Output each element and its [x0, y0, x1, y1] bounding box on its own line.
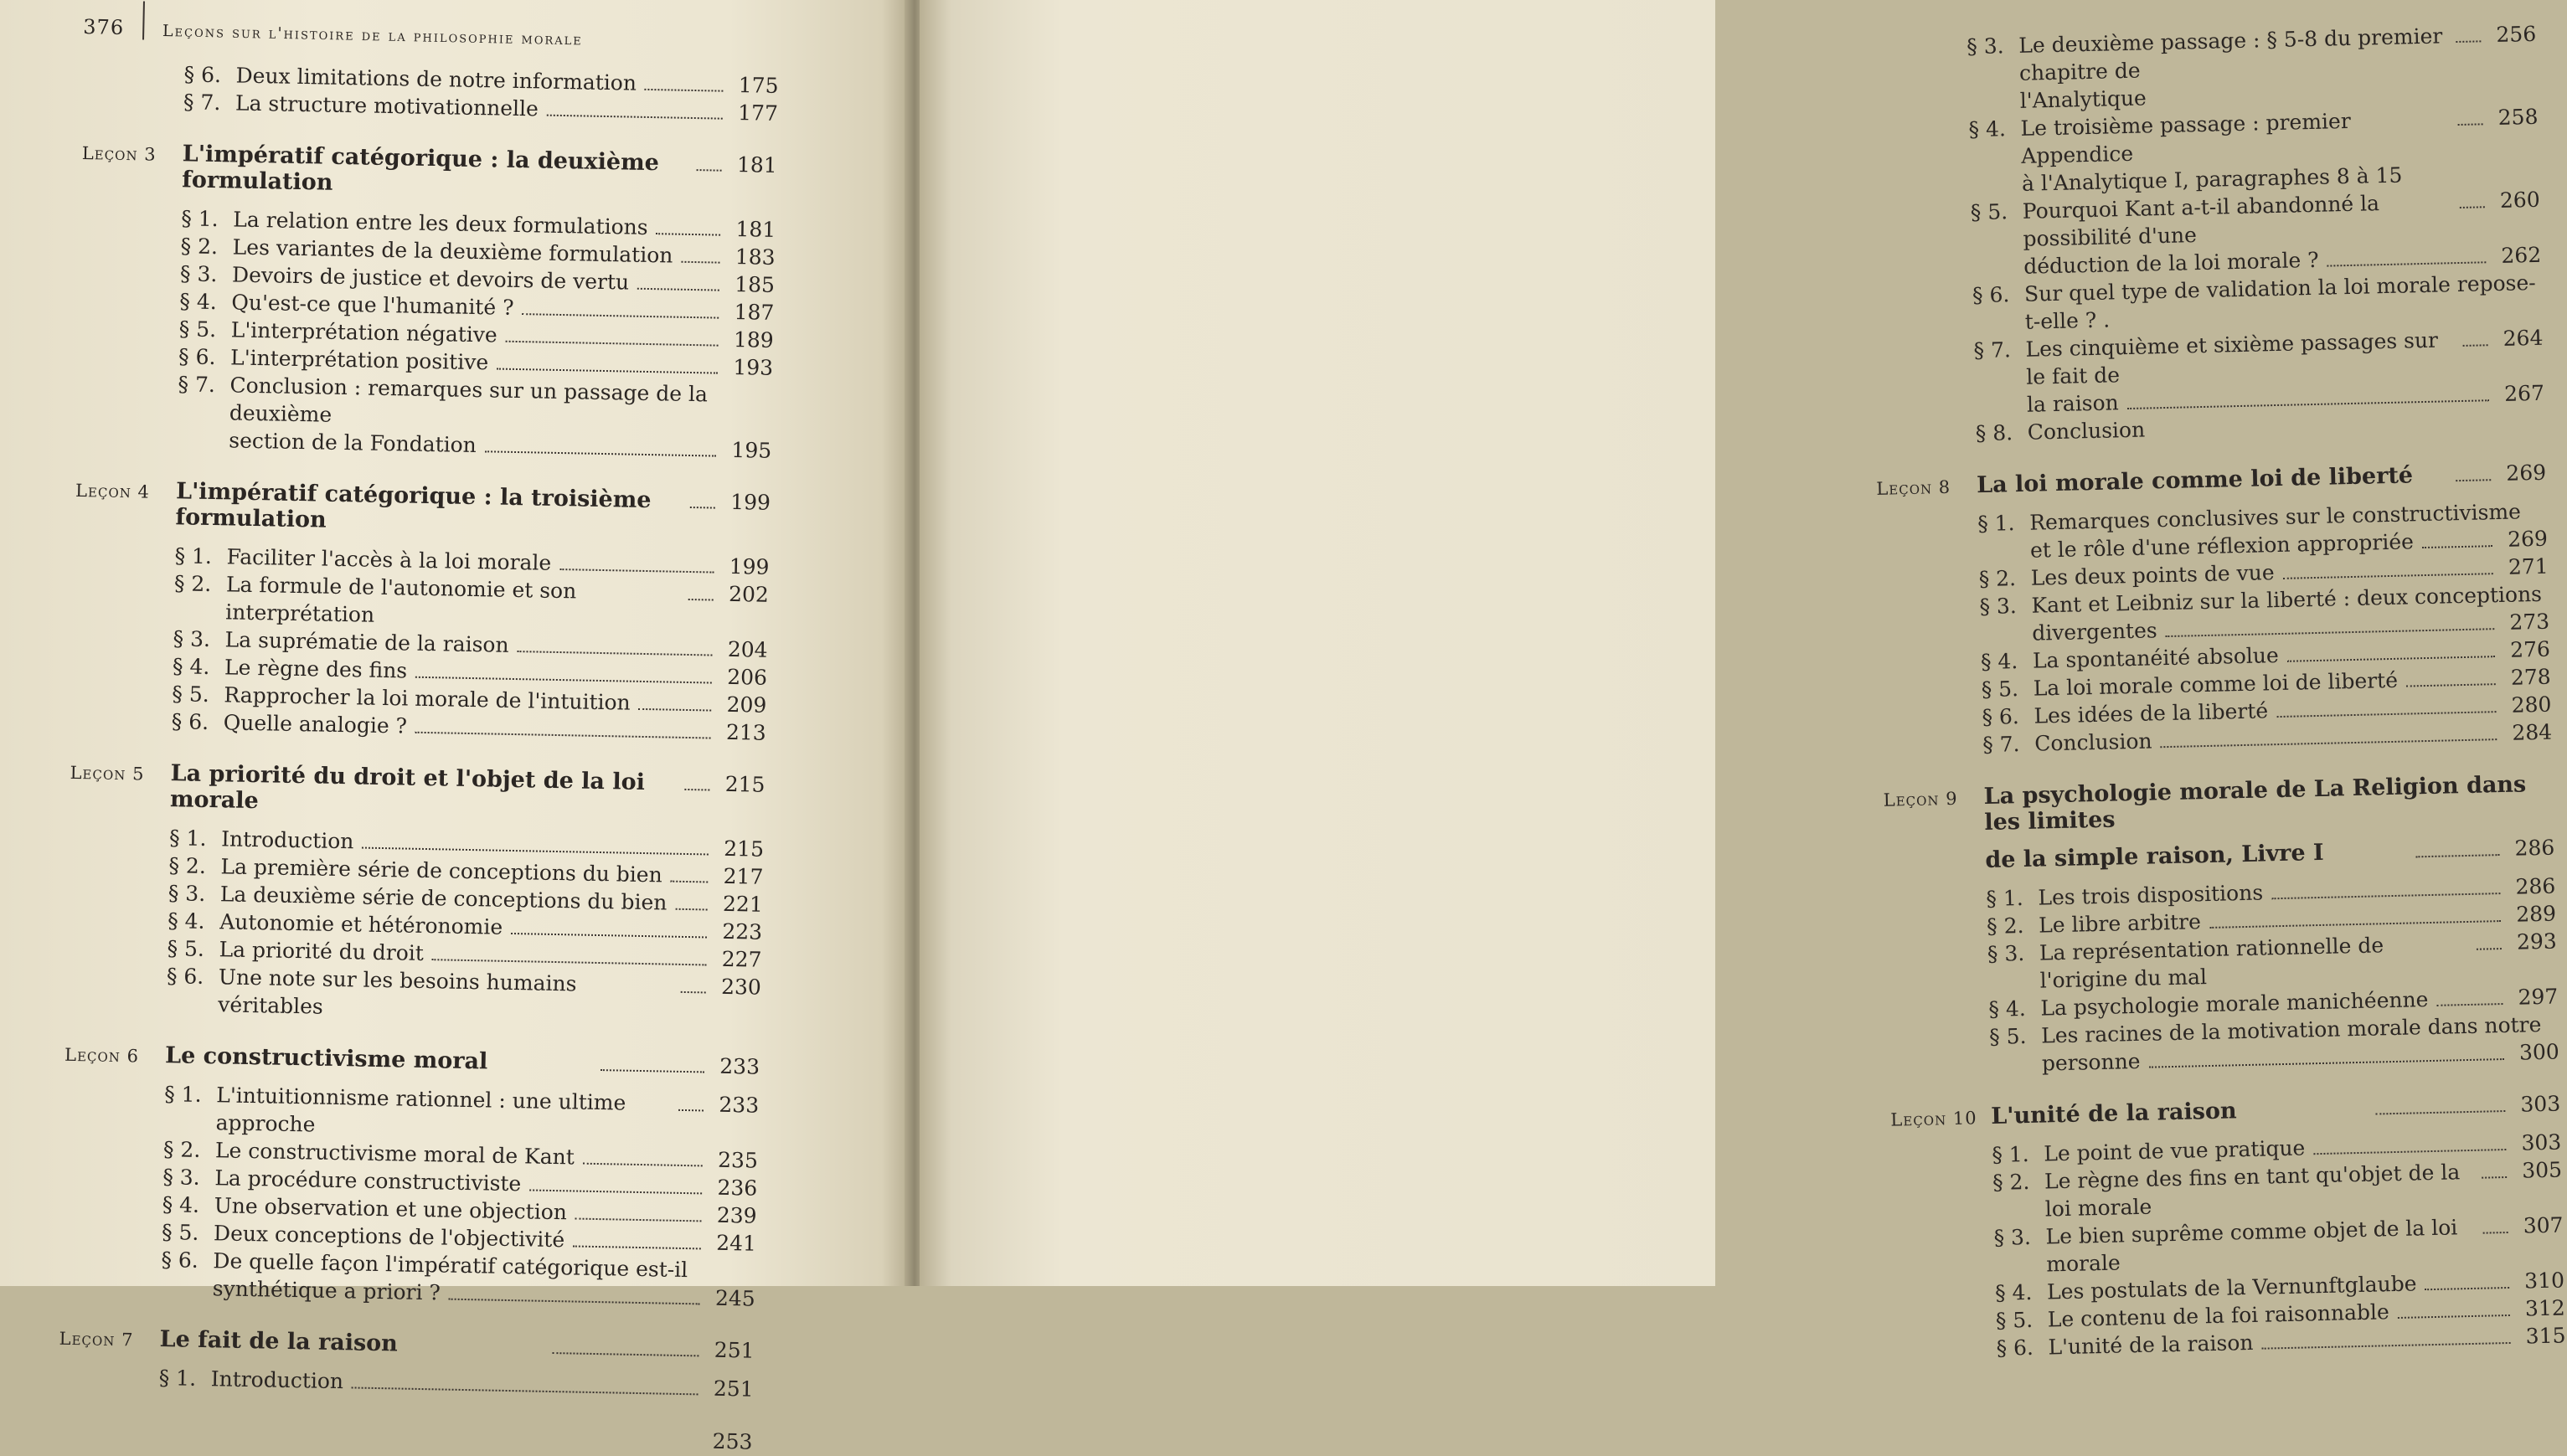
- leader-dots: [2209, 920, 2501, 929]
- entry-title: La représentation rationnelle de l'origine du mal: [2039, 933, 2384, 993]
- section-number: § 5.: [1981, 677, 2019, 702]
- section-number: § 4.: [167, 908, 205, 934]
- leader-dots: [415, 677, 712, 684]
- section-number: § 3.: [1966, 33, 2004, 59]
- entry-title: La psychologie morale manichéenne: [2040, 987, 2429, 1021]
- leader-dots: [678, 1109, 704, 1112]
- section-number: § 6.: [171, 709, 209, 735]
- entry-page: 204: [727, 636, 768, 662]
- entry-page: 264: [2503, 325, 2544, 351]
- entry-title: Les deux points de vue: [2030, 560, 2275, 590]
- entry-page: 307: [2523, 1212, 2564, 1238]
- running-head: [83, 0, 583, 49]
- entry-page: 223: [722, 918, 763, 944]
- entry-page: 202: [728, 581, 770, 607]
- section-number: § 3.: [1993, 1224, 2032, 1250]
- lesson-block: [1883, 771, 2559, 1081]
- entry-title: Sur quel type de validation la loi morale repose-t-elle ? .: [2023, 270, 2537, 334]
- section-number: § 1.: [1977, 511, 2015, 537]
- section-number: § 4.: [1968, 116, 2007, 142]
- leader-dots: [2437, 1003, 2503, 1006]
- leader-dots: [2398, 1315, 2510, 1319]
- lesson-heading: [1890, 1091, 2560, 1132]
- entry-title: Conclusion : remarques sur un passage de la deuxième: [229, 373, 709, 427]
- section-number: § 6.: [161, 1248, 199, 1273]
- leader-dots: [522, 313, 719, 319]
- entry-title: Introduction: [210, 1366, 344, 1394]
- entry-page: 187: [734, 299, 775, 325]
- entry-title: Le troisième passage : premier Appendice: [2020, 108, 2352, 168]
- lesson-page: 215: [724, 771, 765, 797]
- leader-dots: [575, 1218, 702, 1222]
- entry-page: 236: [717, 1175, 758, 1201]
- toc-entry: [58, 1362, 753, 1403]
- section-number: § 3.: [168, 881, 206, 906]
- lesson-page: 233: [719, 1053, 760, 1079]
- lesson-title-cont: de la simple raison, Livre I: [1985, 839, 2324, 874]
- entry-page: 315: [2525, 1323, 2566, 1349]
- entry-page: 276: [2509, 636, 2551, 662]
- entry-title: Le bien suprême comme objet de la loi morale: [2045, 1215, 2458, 1277]
- entry-page: 183: [735, 244, 776, 270]
- section-number: § 7.: [183, 90, 221, 116]
- leader-dots: [2313, 1149, 2506, 1155]
- entry-page: 286: [2515, 873, 2556, 899]
- leader-dots: [681, 991, 706, 994]
- entry-title: La spontanéité absolue: [2032, 643, 2280, 673]
- entry-title: La loi morale comme loi de liberté: [2033, 667, 2399, 701]
- leader-dots: [529, 1189, 702, 1194]
- leader-dots: [559, 569, 714, 574]
- leader-dots: [2482, 1176, 2507, 1179]
- leader-dots: [497, 368, 718, 374]
- entry-title: Une note sur les besoins humains véritables: [218, 965, 577, 1019]
- section-number: § 3.: [173, 626, 211, 652]
- lesson-heading-cont: [1884, 835, 2554, 876]
- entry-title: L'interprétation positive: [229, 345, 489, 375]
- lesson-block: [1890, 1091, 2566, 1365]
- entry-page: 305: [2521, 1157, 2563, 1183]
- trailing-page-number: 253: [712, 1428, 753, 1454]
- section-number: § 2.: [1986, 913, 2024, 939]
- leader-dots: [2276, 711, 2496, 718]
- leader-dots: [2456, 479, 2492, 481]
- entry-title: Le point de vue pratique: [2044, 1135, 2306, 1166]
- entry-page: 278: [2510, 664, 2551, 690]
- entry-title: Les racines de la motivation morale dans notre: [2040, 1012, 2542, 1048]
- entry-title: Faciliter l'accès à la loi morale: [226, 544, 552, 575]
- section-number: § 5.: [172, 682, 210, 707]
- leader-dots: [432, 959, 707, 965]
- section-number: § 1.: [158, 1366, 197, 1391]
- section-number: [1970, 191, 2022, 192]
- section-number: § 4.: [172, 654, 210, 680]
- leader-dots: [2271, 893, 2500, 899]
- entry-title: à l'Analytique I, paragraphes 8 à 15: [2021, 162, 2403, 196]
- section-number: [1975, 412, 2027, 413]
- entry-page: 227: [721, 946, 762, 972]
- lesson-title: L'unité de la raison: [1990, 1098, 2237, 1129]
- section-number: § 5.: [161, 1220, 199, 1245]
- lesson-heading: [75, 476, 771, 542]
- entry-title: Conclusion: [2027, 417, 2146, 445]
- section-number: [161, 1294, 213, 1295]
- leader-dots: [2425, 1287, 2510, 1290]
- entry-title: La procédure constructiviste: [214, 1165, 522, 1196]
- entry-title: L'unité de la raison: [2048, 1330, 2254, 1360]
- leader-dots: [2422, 545, 2492, 548]
- entry-page: 269: [2507, 526, 2549, 552]
- leader-dots: [645, 89, 724, 92]
- leader-dots: [2463, 344, 2488, 347]
- lesson-label: Leçon 10: [1890, 1108, 1977, 1130]
- leader-dots: [547, 115, 723, 120]
- section-number: § 2.: [173, 571, 212, 597]
- entry-page: 284: [2512, 719, 2553, 745]
- leader-dots: [2262, 1342, 2511, 1350]
- leader-dots: [2477, 948, 2502, 950]
- entry-title: Le règne des fins: [224, 655, 408, 683]
- lesson-title: Le constructivisme moral: [164, 1042, 488, 1075]
- leader-dots: [2460, 206, 2485, 208]
- section-number: § 6.: [1982, 704, 2020, 730]
- entry-page: 209: [726, 692, 767, 718]
- section-number: § 2.: [168, 853, 207, 878]
- section-number: § 3.: [1979, 594, 2018, 620]
- entry-page: 260: [2499, 187, 2540, 213]
- lesson-label: Leçon 4: [75, 480, 151, 502]
- lesson-page: 181: [736, 152, 777, 177]
- lesson-label: Leçon 8: [1876, 476, 1951, 499]
- lesson-7-tail: [1866, 20, 2545, 450]
- entry-page: 300: [2518, 1039, 2560, 1065]
- entry-title: Kant et Leibniz sur la liberté : deux conceptions: [2031, 581, 2543, 618]
- section-number: § 2.: [1978, 566, 2017, 592]
- entry-page: 303: [2521, 1129, 2562, 1155]
- lesson-block: [60, 1041, 760, 1313]
- leader-dots: [697, 169, 722, 172]
- entry-title: synthétique a priori ?: [212, 1276, 441, 1305]
- leader-dots: [684, 789, 709, 791]
- section-number: § 6.: [178, 344, 216, 370]
- entry-title: section de la Fondation: [229, 428, 477, 458]
- leader-dots: [675, 908, 707, 911]
- leader-dots: [449, 1299, 700, 1305]
- entry-title: Le règne des fins en tant qu'objet de la loi morale: [2044, 1160, 2461, 1222]
- entry-page: 221: [722, 891, 764, 917]
- leader-dots: [600, 1069, 704, 1073]
- section-number: § 7.: [1982, 732, 2020, 758]
- entry-title: Conclusion: [2033, 728, 2152, 756]
- section-number: § 5.: [1995, 1307, 2033, 1333]
- section-number: § 1.: [164, 1082, 202, 1107]
- entry-page: 251: [713, 1376, 754, 1402]
- entry-title: Une observation et une objection: [214, 1193, 568, 1225]
- section-number: § 7.: [1973, 337, 2012, 363]
- entry-page: 181: [735, 216, 776, 242]
- section-number: [1990, 1071, 2042, 1072]
- lesson-heading: [64, 1041, 760, 1080]
- leader-dots: [506, 341, 719, 347]
- section-number: [1972, 274, 2024, 275]
- entry-title: Les idées de la liberté: [2033, 698, 2269, 728]
- entry-page: 206: [726, 664, 768, 690]
- entry-page: 189: [733, 327, 774, 352]
- entry-title: La formule de l'autonomie et son interprétation: [225, 572, 577, 627]
- lesson-title: La loi morale comme loi de liberté: [1976, 462, 2414, 499]
- section-number: § 1.: [168, 826, 207, 851]
- leader-dots: [2406, 683, 2496, 687]
- entry-page: 199: [729, 553, 770, 579]
- section-number: § 3.: [162, 1165, 200, 1190]
- entry-title: De quelle façon l'impératif catégorique est-il: [213, 1248, 688, 1283]
- entry-page: 293: [2516, 929, 2558, 954]
- section-number: § 6.: [166, 964, 204, 989]
- section-number: § 4.: [1988, 996, 2027, 1021]
- page-number: 376: [83, 14, 125, 40]
- entry-page: 273: [2509, 609, 2550, 635]
- lesson-2-tail: [83, 59, 779, 127]
- entry-page: 213: [725, 719, 766, 745]
- leader-dots: [362, 847, 709, 856]
- entry-title: divergentes: [2031, 618, 2157, 646]
- lesson-block: [65, 759, 765, 1029]
- entry-page: 235: [717, 1147, 759, 1173]
- entry-page: 233: [719, 1092, 760, 1118]
- section-number: § 6.: [1972, 282, 2010, 308]
- lesson-title: La priorité du droit et l'objet de la loi morale: [169, 760, 646, 815]
- lesson-page: 199: [729, 489, 771, 515]
- entry-title: Quelle analogie ?: [223, 710, 408, 738]
- leader-dots: [690, 507, 715, 509]
- leader-dots: [2283, 573, 2493, 579]
- entry-title: Deux conceptions de l'objectivité: [213, 1221, 565, 1253]
- entry-title: Le deuxième passage : § 5-8 du premier chapitre de: [2018, 23, 2443, 85]
- entry-title: Le libre arbitre: [2038, 909, 2202, 938]
- entry-title: l'Analytique: [2019, 85, 2147, 113]
- leader-dots: [517, 651, 712, 656]
- lesson-page: 269: [2506, 460, 2547, 486]
- entry-page: 245: [714, 1285, 755, 1311]
- entry-page: 175: [738, 73, 779, 98]
- leader-dots: [2416, 854, 2500, 857]
- entry-title: La priorité du droit: [219, 937, 425, 965]
- section-number: § 4.: [1994, 1279, 2033, 1305]
- book-title: Leçons sur l'histoire de la philosophie morale: [162, 21, 584, 49]
- entry-page: 289: [2515, 901, 2557, 927]
- lesson-title: Le fait de la raison: [159, 1326, 399, 1357]
- entry-page: 193: [733, 354, 774, 380]
- leader-dots: [2458, 123, 2483, 126]
- lesson-label: Leçon 7: [59, 1328, 134, 1351]
- entry-page: 230: [720, 974, 762, 1000]
- section-number: § 1.: [181, 206, 219, 232]
- section-number: § 5.: [178, 316, 217, 342]
- entry-title: Introduction: [220, 826, 354, 854]
- entry-page: 215: [724, 836, 765, 862]
- lesson-page: 251: [714, 1337, 755, 1363]
- entry-title: Les postulats de la Vernunftglaube: [2046, 1271, 2417, 1304]
- section-number: [177, 446, 229, 447]
- entry-title: Les variantes de la deuxième formulation: [232, 234, 673, 268]
- section-number: § 5.: [1988, 1023, 2027, 1049]
- entry-title: La deuxième série de conceptions du bien: [219, 882, 668, 915]
- lesson-label: Leçon 5: [70, 762, 145, 785]
- section-number: [1968, 108, 2020, 109]
- leader-dots: [511, 933, 707, 938]
- leader-dots: [2127, 399, 2489, 409]
- section-number: § 1.: [1986, 886, 2024, 912]
- leader-dots: [637, 288, 719, 291]
- right-toc-column: [1866, 20, 2567, 1390]
- left-toc-column: [57, 59, 779, 1456]
- leader-dots: [688, 599, 714, 601]
- leader-dots: [415, 732, 711, 739]
- entry-page: 297: [2518, 984, 2559, 1010]
- entry-title: Pourquoi Kant a-t-il abandonné la possibilité d'une: [2022, 191, 2380, 251]
- leader-dots: [2161, 738, 2497, 748]
- entry-page: 177: [737, 100, 779, 126]
- entry-title: La première série de conceptions du bien: [220, 854, 663, 887]
- entry-page: 239: [716, 1202, 757, 1228]
- section-number: § 5.: [1970, 199, 2008, 225]
- entry-title: Le constructivisme moral de Kant: [214, 1138, 575, 1170]
- lesson-label: Leçon 6: [64, 1044, 140, 1067]
- lesson-block: [58, 1325, 754, 1403]
- lesson-title: La psychologie morale de La Religion dans les limites: [1983, 771, 2527, 836]
- entry-title: Le contenu de la foi raisonnable: [2047, 1299, 2390, 1332]
- entry-page: 241: [715, 1230, 757, 1256]
- entry-page: 258: [2497, 104, 2539, 130]
- leader-dots: [2327, 261, 2487, 266]
- entry-title: La structure motivationnelle: [235, 90, 539, 121]
- leader-dots: [583, 1163, 703, 1167]
- entry-title: Qu'est-ce que l'humanité ?: [231, 290, 514, 320]
- section-number: § 4.: [179, 289, 218, 315]
- entry-page: 271: [2508, 553, 2549, 579]
- lesson-label: Leçon 3: [81, 142, 157, 165]
- entry-page: 310: [2523, 1268, 2565, 1294]
- leader-dots: [2149, 1058, 2504, 1068]
- lesson-heading: [70, 759, 765, 824]
- lesson-block: [71, 476, 771, 747]
- lesson-block: [1876, 460, 2553, 761]
- entry-title: Les cinquième et sixième passages sur le fait de: [2025, 327, 2439, 389]
- lesson-label: Leçon 9: [1883, 788, 1958, 810]
- section-number: § 5.: [167, 936, 205, 961]
- entry-title: Remarques conclusives sur le constructivisme: [2028, 499, 2522, 535]
- lesson-heading: [81, 139, 777, 204]
- section-number: § 1.: [1992, 1141, 2030, 1167]
- section-number: § 2.: [180, 234, 219, 260]
- lesson-page: 303: [2520, 1091, 2561, 1117]
- section-number: § 6.: [183, 62, 222, 88]
- entry-title: personne: [2041, 1048, 2141, 1076]
- entry-title: Les trois dispositions: [2038, 880, 2264, 910]
- section-number: § 6.: [1996, 1335, 2034, 1361]
- lesson-heading: [1883, 771, 2554, 838]
- entry-title: Devoirs de justice et devoirs de vertu: [231, 262, 630, 295]
- left-page: [0, 0, 909, 1454]
- lesson-block: [76, 139, 777, 465]
- section-number: § 4.: [1980, 649, 2018, 675]
- entry-page: 280: [2511, 692, 2552, 718]
- lesson-title: L'impératif catégorique : la deuxième formulation: [181, 141, 660, 196]
- entry-page: 267: [2503, 380, 2545, 406]
- entry-title: la raison: [2026, 390, 2120, 417]
- entry-title: Autonomie et hétéronomie: [219, 909, 503, 939]
- entry-page: 262: [2501, 242, 2542, 268]
- entry-page: 195: [731, 437, 772, 463]
- section-number: § 3.: [1987, 940, 2025, 966]
- leader-dots: [2166, 628, 2494, 637]
- entry-title: déduction de la loi morale ?: [2023, 247, 2319, 279]
- lesson-page: 286: [2514, 835, 2555, 861]
- leader-dots: [639, 708, 712, 712]
- leader-dots: [2287, 656, 2495, 662]
- leader-dots: [573, 1245, 701, 1249]
- entry-title: L'intuitionnisme rationnel : une ultime approche: [215, 1083, 626, 1137]
- leader-dots: [2456, 40, 2481, 43]
- entry-title: La relation entre les deux formulations: [233, 207, 648, 239]
- lesson-heading: [1876, 460, 2546, 501]
- entry-title: Deux limitations de notre information: [235, 63, 637, 95]
- leader-dots: [656, 233, 720, 235]
- leader-dots: [485, 450, 716, 456]
- entry-title: L'interprétation négative: [230, 317, 498, 347]
- entry-page: 185: [734, 271, 776, 297]
- section-number: § 3.: [179, 261, 218, 287]
- leader-dots: [671, 881, 709, 883]
- leader-dots: [2375, 1110, 2505, 1115]
- lesson-heading: [59, 1325, 754, 1364]
- entry-title: La suprématie de la raison: [224, 627, 509, 657]
- section-number: § 7.: [178, 372, 216, 398]
- leader-dots: [553, 1352, 699, 1356]
- header-rule: [142, 1, 145, 39]
- entry-page: 217: [723, 863, 764, 889]
- lesson-title: L'impératif catégorique : la troisième formulation: [175, 478, 652, 533]
- section-number: § 8.: [1975, 420, 2013, 446]
- leader-dots: [2483, 1232, 2508, 1234]
- leader-dots: [352, 1387, 698, 1395]
- entry-title: Rapprocher la loi morale de l'intuition: [224, 682, 631, 715]
- entry-page: 312: [2524, 1295, 2566, 1321]
- section-number: § 4.: [162, 1192, 200, 1217]
- section-number: § 2.: [162, 1137, 201, 1162]
- entry-page: 256: [2496, 21, 2537, 47]
- section-number: § 1.: [174, 543, 213, 569]
- section-number: § 2.: [1992, 1169, 2030, 1195]
- entry-title: et le rôle d'une réflexion appropriée: [2029, 529, 2415, 563]
- right-page: [920, 0, 2566, 1361]
- leader-dots: [681, 261, 719, 264]
